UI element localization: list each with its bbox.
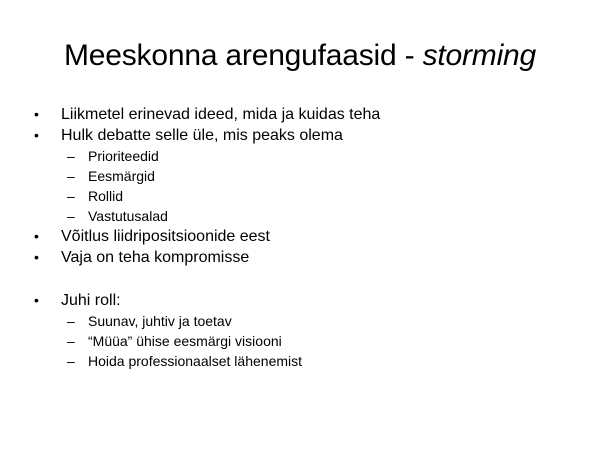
sub-bullet-item [0,166,600,186]
sub-bullet-item [0,311,600,331]
bullet-marker: • [34,292,39,308]
bullet-marker: • [34,228,39,244]
sub-bullet-item [0,186,600,206]
dash-marker: – [67,188,75,204]
bullet-text: Hulk debatte selle üle, mis peaks olema [61,127,343,144]
bullet-item [0,125,600,146]
bullet-item [0,226,600,247]
sub-bullet-text: Suunav, juhtiv ja toetav [88,313,232,329]
bullet-text: Juhi roll: [61,292,121,309]
bullet-item [0,290,600,311]
sub-bullet-text: Hoida professionaalset lähenemist [88,353,303,369]
spacer [0,268,600,290]
dash-marker: – [67,208,75,224]
title-main-text: Meeskonna arengufaasid - [64,39,423,72]
bullet-item [0,104,600,125]
sub-bullet-text: Rollid [88,188,124,204]
sub-bullet-item [0,351,600,371]
dash-marker: – [67,148,75,164]
bullet-item [0,247,600,268]
bullet-marker: • [34,249,39,265]
slide-title [0,36,600,76]
title-emphasis-text: storming [422,39,536,72]
bullet-marker: • [34,106,39,122]
dash-marker: – [67,313,75,329]
sub-bullet-text: Prioriteedid [88,148,159,164]
sub-bullet-text: “Müüa” ühise eesmärgi visiooni [88,333,282,349]
dash-marker: – [67,353,75,369]
sub-bullet-item [0,146,600,166]
bullet-list [0,104,600,371]
dash-marker: – [67,333,75,349]
dash-marker: – [67,168,75,184]
sub-bullet-item [0,331,600,351]
sub-bullet-item [0,206,600,226]
bullet-marker: • [34,127,39,143]
bullet-text: Vaja on teha kompromisse [61,249,250,266]
bullet-text: Liikmetel erinevad ideed, mida ja kuidas teha [61,106,381,123]
bullet-text: Võitlus liidripositsioonide eest [61,228,270,245]
sub-bullet-text: Vastutusalad [88,208,168,224]
sub-bullet-text: Eesmärgid [88,168,155,184]
